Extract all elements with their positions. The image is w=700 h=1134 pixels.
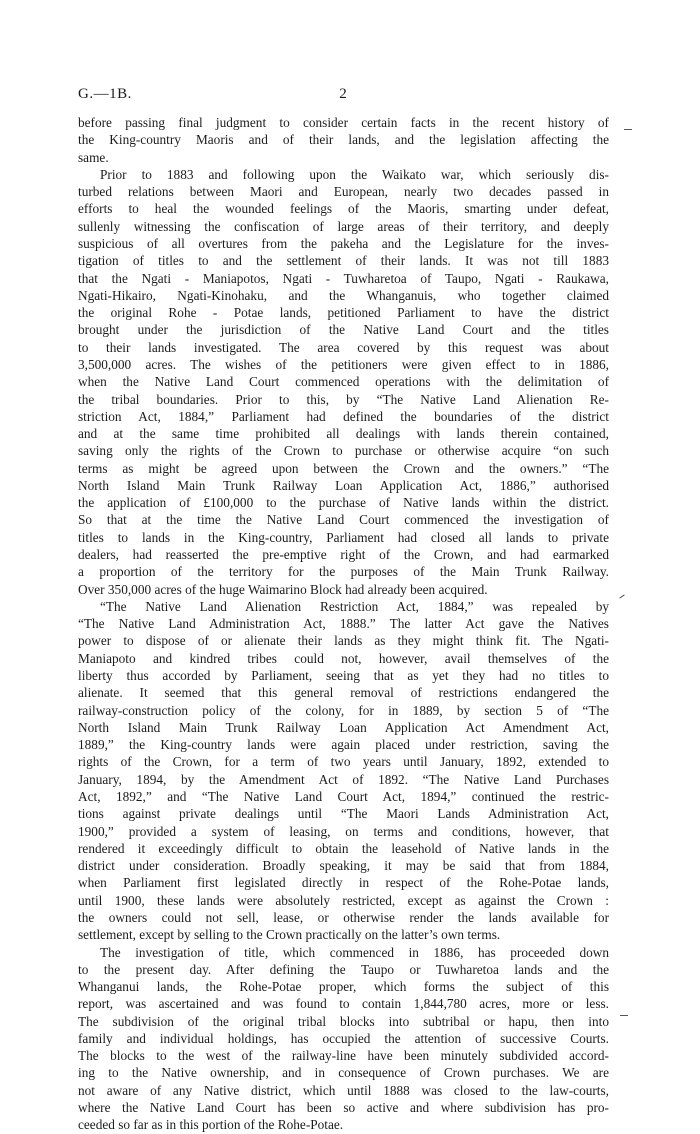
text-line: district under consideration. Broadly speaking, it may be said that from 1884, <box>78 858 609 874</box>
text-line: settlement, except by selling to the Crown practically on the latter’s own terms. <box>78 927 501 943</box>
text-line: the owners could not sell, lease, or otherwise render the lands available for <box>78 909 609 925</box>
text-line: before passing final judgment to consider certain facts in the recent history of <box>78 115 609 130</box>
margin-mark <box>624 129 632 130</box>
text-line: North Island Main Trunk Railway Loan Application Act Amendment Act, <box>78 719 609 735</box>
text-line: where the Native Land Court has been so active and where subdivision has pro- <box>78 1100 609 1116</box>
text-line: “The Native Land Alienation Restriction Act, 1884,” was repealed by <box>100 598 609 614</box>
text-line: and at the same time prohibited all dealings with lands therein contained, <box>78 426 609 442</box>
page-number: 2 <box>339 86 347 102</box>
text-line: power to dispose of or alienate their lands as they might think fit. The Ngati- <box>78 633 609 649</box>
paragraph <box>78 598 609 944</box>
text-line: dealers, had reasserted the pre-emptive right of the Crown, and had earmarked <box>78 547 609 563</box>
text-line: So that at the time the Native Land Court commenced the investigation of <box>78 512 609 528</box>
text-line: brought under the jurisdiction of the Native Land Court and the titles <box>78 322 609 338</box>
text-line: Whanganui lands, the Rohe-Potae proper, which forms the subject of this <box>78 979 609 995</box>
text-line: to the present day. After defining the Taupo or Tuwharetoa lands and the <box>78 961 609 977</box>
text-line: The blocks to the west of the railway-line have been minutely subdivided accord- <box>78 1048 609 1064</box>
text-line: saving only the rights of the Crown to purchase or otherwise acquire “on such <box>78 443 609 459</box>
text-line: sullenly witnessing the confiscation of large areas of their territory, and deeply <box>78 218 609 234</box>
text-line: tigation of titles to and the settlement of their lands. It was not till 1883 <box>78 253 609 269</box>
text-line: Over 350,000 acres of the huge Waimarino Block had already been acquired. <box>78 581 488 597</box>
text-line: the King-country Maoris and of their lands, and the legislation affecting the <box>78 132 609 148</box>
text-line: 1900,” provided a system of leasing, on terms and conditions, however, that <box>78 823 609 839</box>
text-line: alienate. It seemed that this general removal of restrictions endangered the <box>78 685 609 701</box>
body-text <box>78 114 609 1134</box>
text-line: when Parliament first legislated directly in respect of the Rohe-Potae lands, <box>78 875 609 891</box>
text-line: the original Rohe - Potae lands, petitioned Parliament to have the district <box>78 305 609 321</box>
text-line: North Island Main Trunk Railway Loan Application Act, 1886,” authorised <box>78 477 609 493</box>
margin-mark <box>619 594 624 598</box>
text-line: turbed relations between Maori and European, nearly two decades passed in <box>78 184 609 200</box>
text-line: 1889,” the King-country lands were again placed under restriction, saving the <box>78 737 609 753</box>
text-line: Act, 1892,” and “The Native Land Court Act, 1894,” continued the restric- <box>78 788 609 804</box>
text-line: tions against private dealings until “The Maori Lands Administration Act, <box>78 806 609 822</box>
text-line: report, was ascertained and was found to contain 1,844,780 acres, more or less. <box>78 996 609 1012</box>
text-line: 3,500,000 acres. The wishes of the petitioners were given effect to in 1886, <box>78 356 609 372</box>
text-line: rendered it exceedingly difficult to obtain the leasehold of Native lands in the <box>78 840 609 856</box>
text-line: not aware of any Native district, which until 1888 was closed to the law-courts, <box>78 1082 609 1098</box>
text-line: when the Native Land Court commenced operations with the delimitation of <box>78 374 609 390</box>
text-line: titles to lands in the King-country, Parliament had closed all lands to private <box>78 529 609 545</box>
text-line: striction Act, 1884,” Parliament had defined the boundaries of the district <box>78 408 609 424</box>
text-line: January, 1894, by the Amendment Act of 1892. “The Native Land Purchases <box>78 771 609 787</box>
text-line: family and individual holdings, has occupied the attention of successive Courts. <box>78 1030 609 1046</box>
text-line: railway-construction policy of the colony, for in 1889, by section 5 of “The <box>78 702 609 718</box>
page-header <box>78 86 608 106</box>
text-line: same. <box>78 149 109 165</box>
text-line: that the Ngati - Maniapotos, Ngati - Tuwharetoa of Taupo, Ngati - Raukawa, <box>78 270 609 286</box>
text-line: the tribal boundaries. Prior to this, by “The Native Land Alienation Re- <box>78 391 609 407</box>
margin-mark <box>620 1015 628 1016</box>
text-line: efforts to heal the wounded feelings of the Maoris, smarting under defeat, <box>78 201 609 217</box>
paragraph <box>78 114 609 166</box>
text-line: until 1900, these lands were absolutely restricted, except as against the Crown : <box>78 892 609 908</box>
text-line: Prior to 1883 and following upon the Waikato war, which seriously dis- <box>100 166 609 182</box>
text-line: ing to the Native ownership, and in consequence of Crown purchases. We are <box>78 1065 609 1081</box>
text-line: suspicious of all overtures from the pakeha and the Legislature for the inves- <box>78 235 609 251</box>
text-line: Maniapoto and kindred tribes could not, however, avail themselves of the <box>78 650 609 666</box>
paragraph <box>78 166 609 598</box>
text-line: a proportion of the territory for the purposes of the Main Trunk Railway. <box>78 564 609 580</box>
text-line: The subdivision of the original tribal blocks into subtribal or hapu, then into <box>78 1013 609 1029</box>
text-line: rights of the Crown, for a term of two years until January, 1892, extended to <box>78 754 609 770</box>
text-line: to their lands investigated. The area covered by this request was about <box>78 339 609 355</box>
document-id: G.—1B. <box>78 86 132 102</box>
text-line: Ngati-Hikairo, Ngati-Kinohaku, and the Whanganuis, who together claimed <box>78 287 609 303</box>
text-line: “The Native Land Administration Act, 1888.” The latter Act gave the Natives <box>78 616 609 632</box>
paragraph <box>78 944 609 1134</box>
text-line: terms as might be agreed upon between the Crown and the owners.” “The <box>78 460 609 476</box>
text-line: The investigation of title, which commenced in 1886, has proceeded down <box>100 944 609 960</box>
text-line: ceeded so far as in this portion of the Rohe-Potae. <box>78 1117 344 1133</box>
text-line: liberty thus accorded by Parliament, seeing that as yet they had no titles to <box>78 668 609 683</box>
text-line: the application of £100,000 to the purchase of Native lands within the district. <box>78 495 609 511</box>
